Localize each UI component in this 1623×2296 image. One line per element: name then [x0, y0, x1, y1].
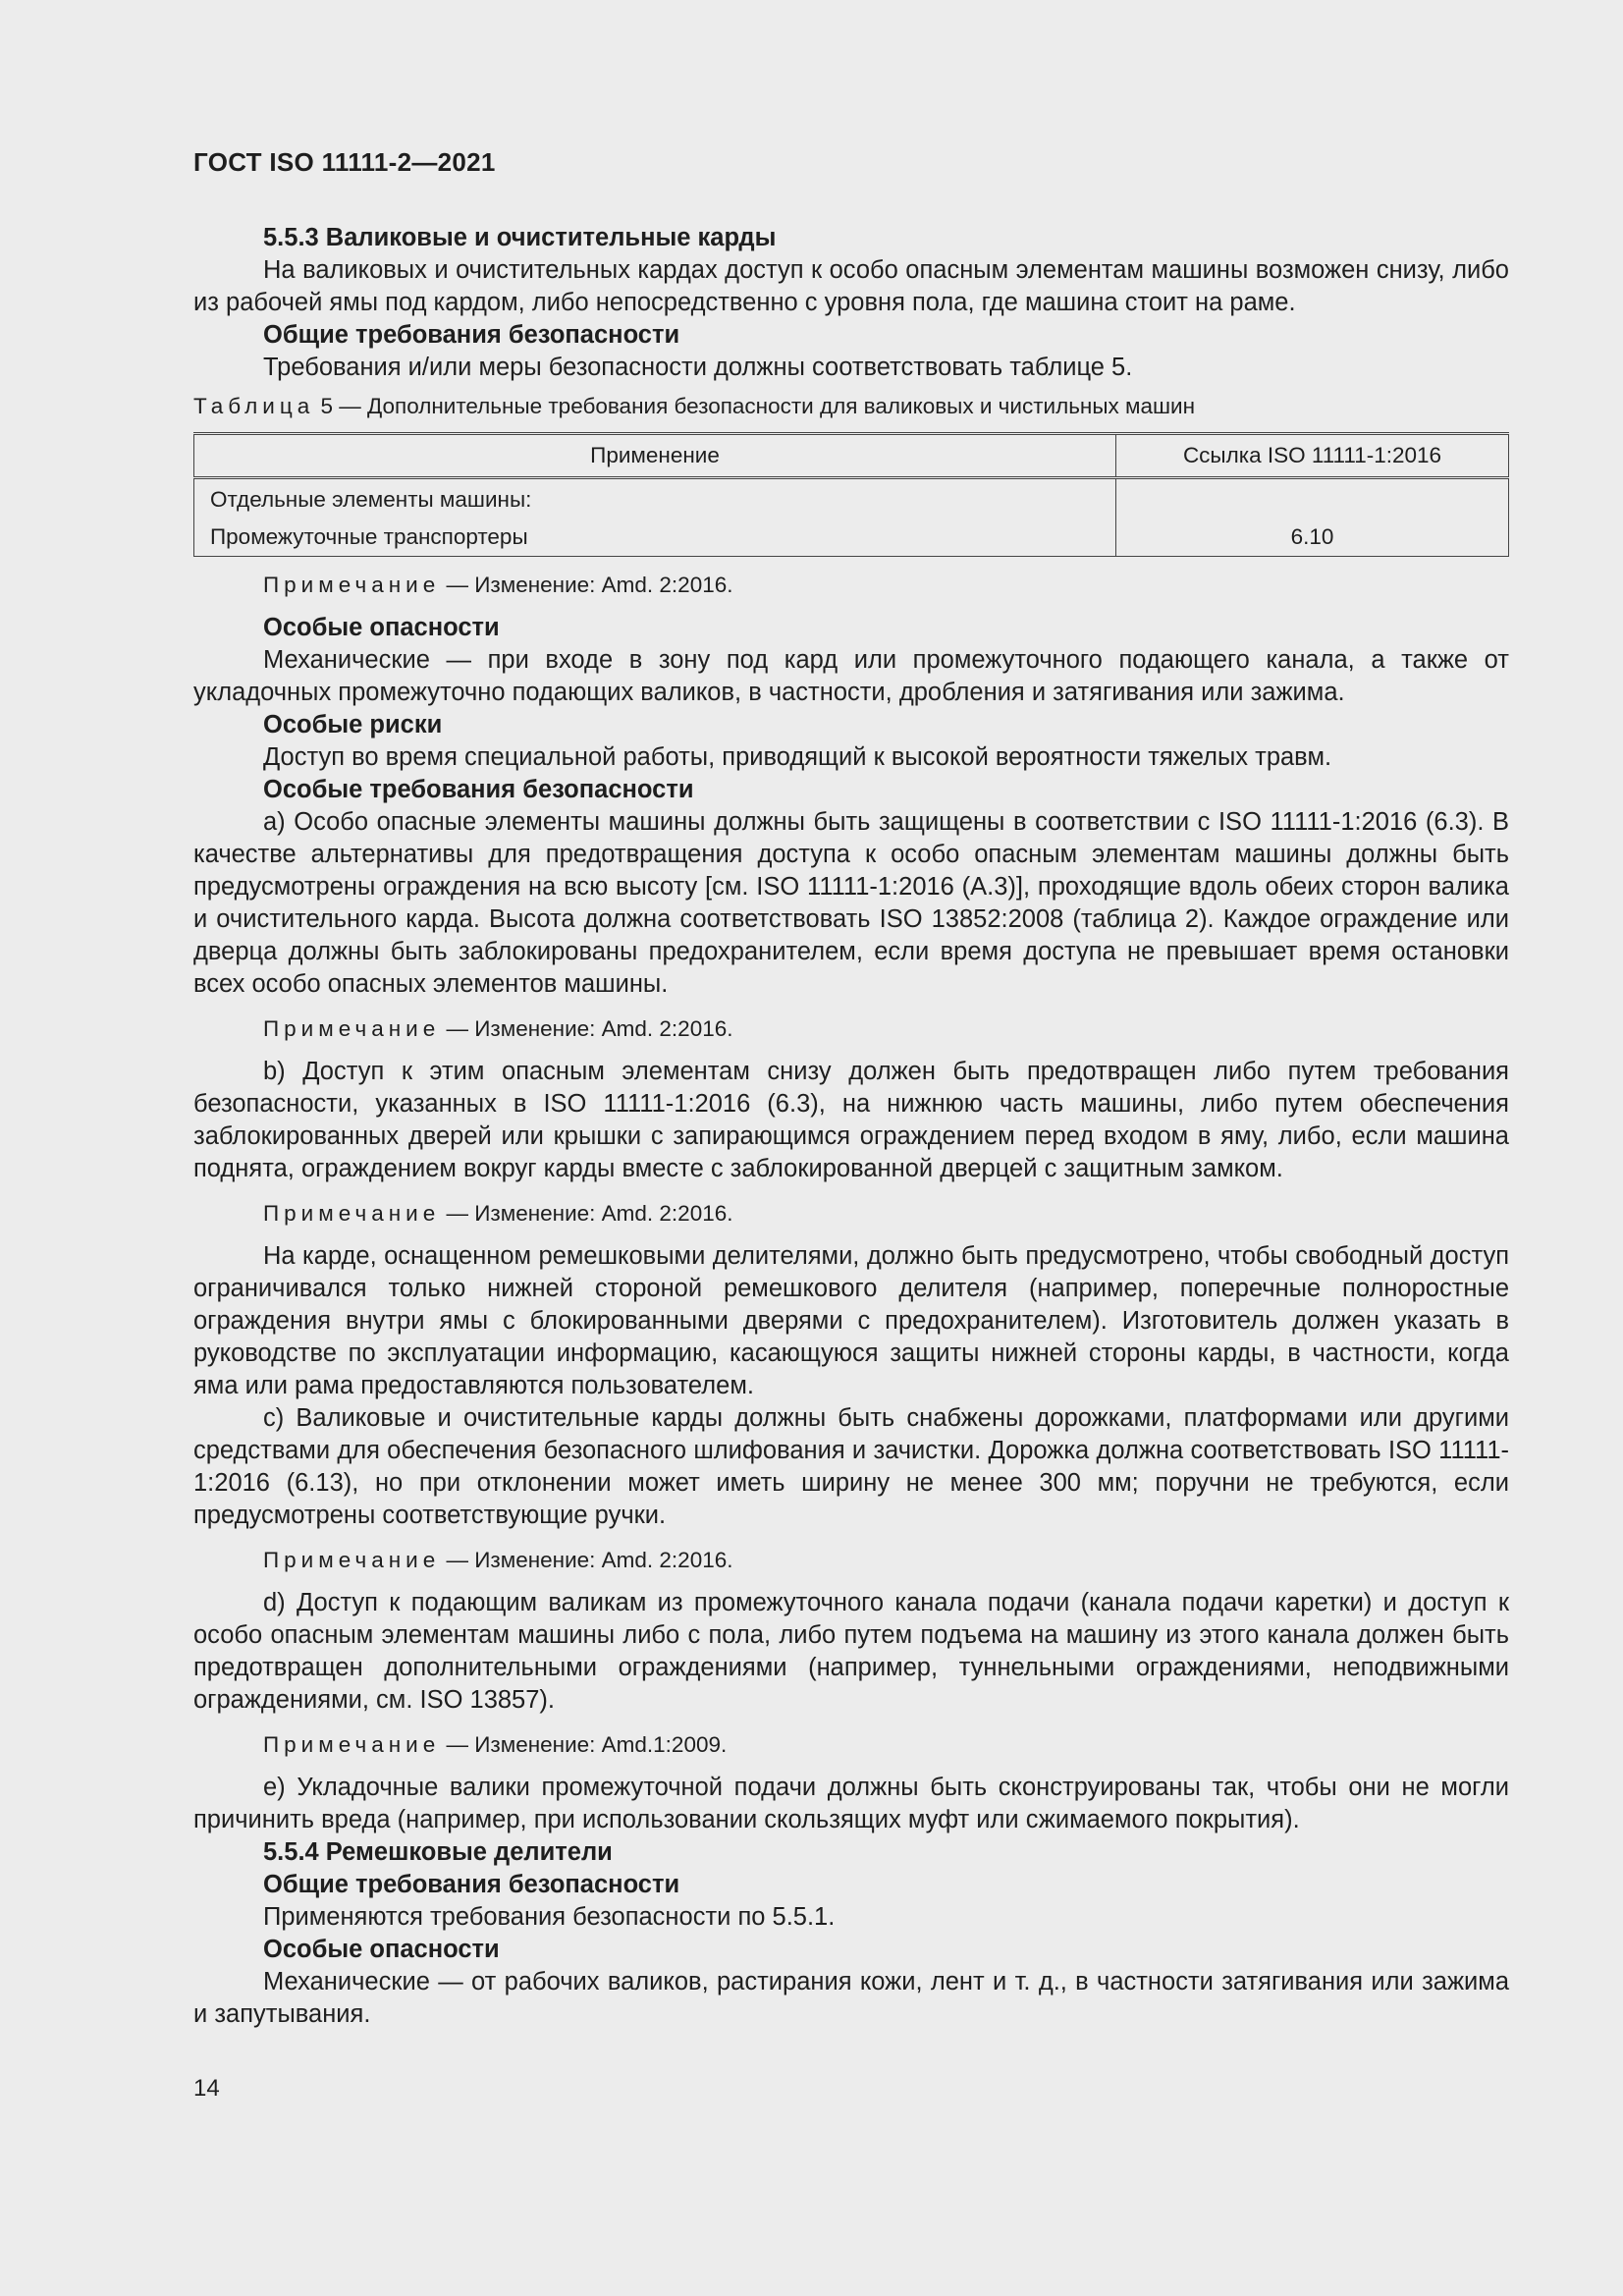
- subheading-special: Особые требования безопасности: [263, 776, 694, 803]
- paragraph-risks: Доступ во время специальной работы, приводящий к высокой вероятности тяжелых травм.: [263, 743, 1332, 771]
- paragraph-hazards-2: Механические — от рабочих валиков, растирания кожи, лент и т. д., в частности затягивания или зажима и запутывания.: [193, 1968, 1509, 2028]
- note: [263, 1546, 1509, 1575]
- note-text: — Изменение: Amd. 2:2016.: [440, 1016, 733, 1041]
- table-caption: [193, 392, 1509, 421]
- subheading-general: Общие требования безопасности: [263, 321, 680, 349]
- table-caption-label: Таблица: [193, 394, 315, 418]
- paragraph-e: e) Укладочные валики промежуточной подачи должны быть сконструированы так, чтобы они не могли причинить вреда (например, при использовании скользящих муфт или сжимаемого покрытия).: [193, 1774, 1509, 1833]
- paragraph-general-2: Применяются требования безопасности по 5.5.1.: [263, 1903, 836, 1931]
- table-row: [194, 478, 1509, 516]
- note: [263, 1014, 1509, 1044]
- note: [263, 1730, 1509, 1760]
- table-header-application: Применение: [194, 434, 1116, 478]
- document-header: ГОСТ ISO 11111-2—2021: [193, 147, 496, 177]
- paragraph-general: Требования и/или меры безопасности должны соответствовать таблице 5.: [263, 354, 1133, 381]
- paragraph-d: d) Доступ к подающим валикам из промежуточного канала подачи (канала подачи каретки) и доступ к особо опасным элементам машины либо с пола, либо путем подъема на машину из этого канала должен быть предотвращен дополнительными ограждениями (например, туннельными ограждениями, неподвижными ограждениями, см. ISO 13857).: [193, 1589, 1509, 1714]
- paragraph-c: c) Валиковые и очистительные карды должны быть снабжены дорожками, платформами или другими средствами для обеспечения безопасного шлифования и зачистки. Дорожка должна соответствовать ISO 11111-1:2016 (6.13), но при отклонении может иметь ширину не менее 300 мм; поручни не требуются, если предусмотрены соответствующие ручки.: [193, 1404, 1509, 1529]
- note-label: Примечание: [263, 1732, 441, 1757]
- section-heading-5-5-4: 5.5.4 Ремешковые делители: [263, 1838, 613, 1866]
- paragraph-b: b) Доступ к этим опасным элементам снизу должен быть предотвращен либо путем требования безопасности, указанных в ISO 11111-1:2016 (6.3), на нижнюю часть машины, либо путем обеспечения заблокированных дверей или крышки с запирающимся ограждением перед входом в яму, либо, если машина поднята, ограждением вокруг карды вместе с заблокированной дверцей с защитным замком.: [193, 1058, 1509, 1182]
- table-cell: 6.10: [1116, 515, 1509, 557]
- note-label: Примечание: [263, 1548, 441, 1572]
- paragraph-intro: На валиковых и очистительных кардах доступ к особо опасным элементам машины возможен снизу, либо из рабочей ямы под кардом, либо непосредственно с уровня пола, где машина стоит на раме.: [193, 256, 1509, 316]
- note: [263, 1199, 1509, 1229]
- page-content: [193, 222, 1509, 2031]
- note: [263, 571, 1509, 600]
- table-header-row: [194, 434, 1509, 478]
- paragraph-a: a) Особо опасные элементы машины должны быть защищены в соответствии с ISO 11111-1:2016 (6.3). В качестве альтернативы для предотвращения доступа к особо опасным элементам машины должны быть предусмотрены ограждения на всю высоту [см. ISO 11111-1:2016 (А.3)], проходящие вдоль обеих сторон валика и очистительного карда. Высота должна соответствовать ISO 13852:2008 (таблица 2). Каждое ограждение или дверца должны быть заблокированы предохранителем, если время доступа не превышает время остановки всех особо опасных элементов машины.: [193, 808, 1509, 998]
- section-heading-5-5-3: 5.5.3 Валиковые и очистительные карды: [263, 224, 777, 251]
- note-text: — Изменение: Amd. 2:2016.: [440, 1548, 733, 1572]
- note-text: — Изменение: Amd. 2:2016.: [440, 1201, 733, 1226]
- table-caption-text: 5 — Дополнительные требования безопасности для валиковых и чистильных машин: [320, 394, 1196, 418]
- table-cell: [1116, 478, 1509, 516]
- note-text: — Изменение: Amd. 2:2016.: [440, 573, 733, 597]
- note-label: Примечание: [263, 573, 441, 597]
- paragraph-card: На карде, оснащенном ремешковыми делителями, должно быть предусмотрено, чтобы свободный доступ ограничивался только нижней стороной ремешкового делителя (например, поперечные полноростные ограждения внутри ямы с блокированными дверями с предохранителем). Изготовитель должен указать в руководстве по эксплуатации информацию, касающуюся защиты нижней стороны карды, в частности, когда яма или рама предоставляются пользователем.: [193, 1242, 1509, 1399]
- table-row: [194, 515, 1509, 557]
- note-label: Примечание: [263, 1201, 441, 1226]
- note-text: — Изменение: Amd.1:2009.: [440, 1732, 728, 1757]
- subheading-risks: Особые риски: [263, 711, 443, 738]
- subheading-general-2: Общие требования безопасности: [263, 1871, 680, 1898]
- paragraph-hazards: Механические — при входе в зону под кард или промежуточного подающего канала, а также от укладочных промежуточно подающих валиков, в частности, дробления и затягивания или зажима.: [193, 646, 1509, 706]
- table-cell: Отдельные элементы машины:: [194, 478, 1116, 516]
- subheading-hazards-2: Особые опасности: [263, 1936, 500, 1963]
- table-cell: Промежуточные транспортеры: [194, 515, 1116, 557]
- page-number: 14: [193, 2075, 220, 2102]
- table-header-reference: Ссылка ISO 11111-1:2016: [1116, 434, 1509, 478]
- requirements-table: [193, 432, 1509, 557]
- note-label: Примечание: [263, 1016, 441, 1041]
- subheading-hazards: Особые опасности: [263, 614, 500, 641]
